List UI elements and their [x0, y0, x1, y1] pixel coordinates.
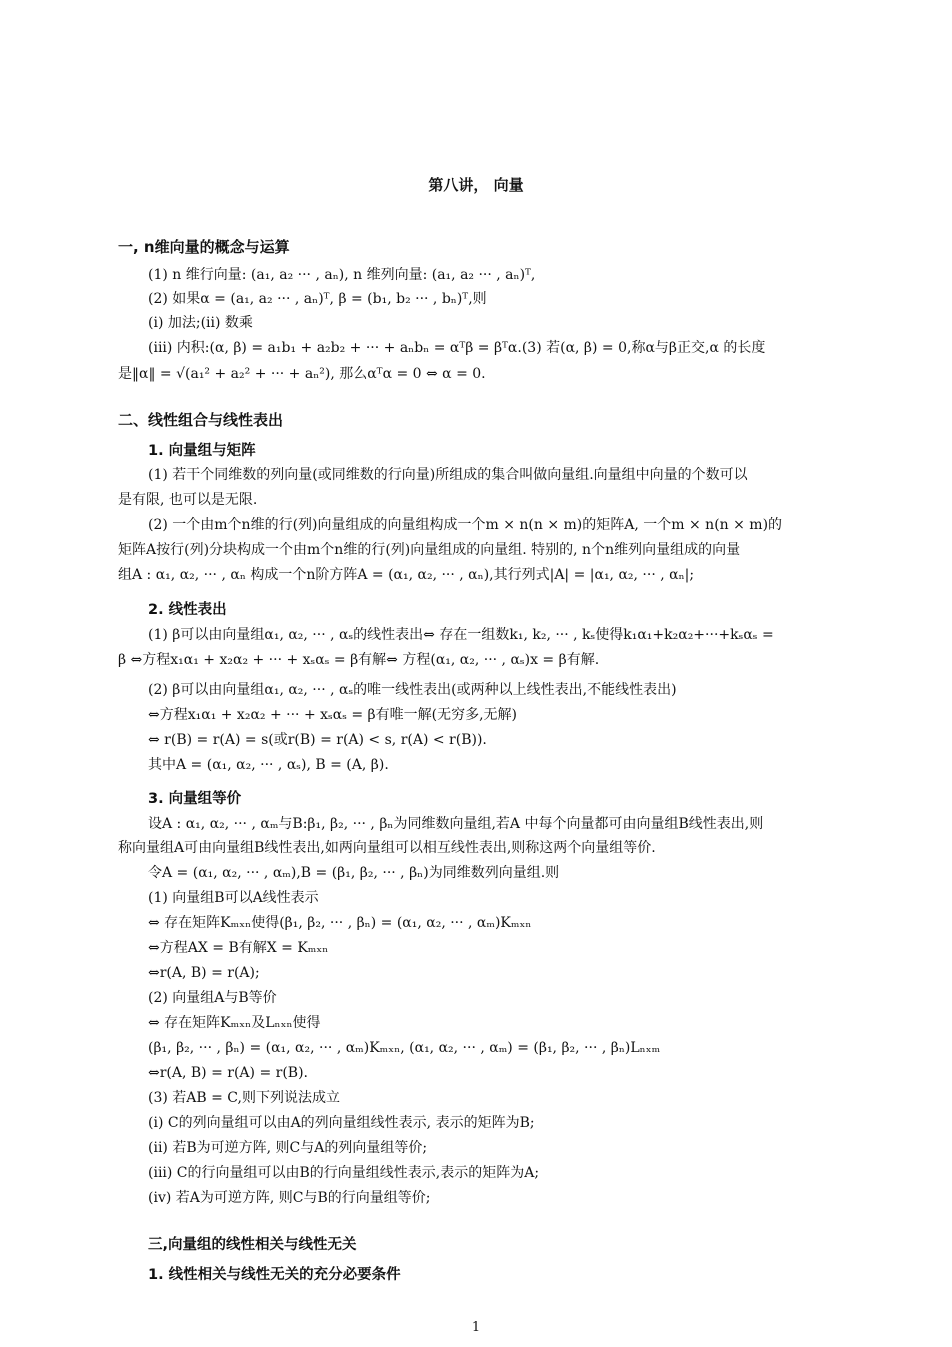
- text-line: ⇔ 存在矩阵Kₘₓₙ及Lₙₓₙ使得: [148, 1015, 321, 1031]
- text-line: (3) 若AB = C,则下列说法成立: [148, 1090, 340, 1106]
- text-line: ⇔ 存在矩阵Kₘₓₙ使得(β₁, β₂, ··· , βₙ) = (α₁, α₂, ··· , αₘ)Kₘₓₙ: [148, 915, 532, 931]
- subsection-heading: 1. 向量组与矩阵: [148, 443, 256, 459]
- text-line: β ⇔方程x₁α₁ + x₂α₂ + ··· + xₛαₛ = β有解⇔ 方程(α₁, α₂, ··· , αₛ)x = β有解.: [118, 652, 600, 668]
- text-line: (1) β可以由向量组α₁, α₂, ··· , αₛ的线性表出⇔ 存在一组数k₁, k₂, ··· , kₛ使得k₁α₁+k₂α₂+···+kₛαₛ =: [148, 627, 774, 643]
- text-line: ⇔ r(B) = r(A) = s(或r(B) = r(A) < s, r(A) < r(B)).: [148, 732, 487, 748]
- text-line: (2) β可以由向量组α₁, α₂, ··· , αₛ的唯一线性表出(或两种以上线性表出,不能线性表出): [148, 682, 677, 698]
- text-line: 其中A = (α₁, α₂, ··· , αₛ), B = (A, β).: [148, 757, 389, 773]
- text-line: (2) 如果α = (a₁, a₂ ··· , aₙ)ᵀ, β = (b₁, b₂ ··· , bₙ)ᵀ,则: [148, 291, 487, 307]
- text-line: (iii) 内积:(α, β) = a₁b₁ + a₂b₂ + ··· + aₙbₙ = αᵀβ = βᵀα.(3) 若(α, β) = 0,称α与β正交,α 的长度: [148, 340, 766, 356]
- text-line: (1) 若干个同维数的列向量(或同维数的行向量)所组成的集合叫做向量组.向量组中向量的个数可以: [148, 467, 748, 483]
- text-line: 是有限, 也可以是无限.: [118, 492, 258, 508]
- text-line: ⇔r(A, B) = r(A) = r(B).: [148, 1065, 308, 1081]
- text-line: 令A = (α₁, α₂, ··· , αₘ),B = (β₁, β₂, ··· , βₙ)为同维数列向量组.则: [148, 865, 560, 881]
- text-line: (ii) 若B为可逆方阵, 则C与A的列向量组等价;: [148, 1140, 428, 1156]
- subsection-heading: 2. 线性表出: [148, 602, 227, 618]
- text-line: (1) n 维行向量: (a₁, a₂ ··· , aₙ), n 维列向量: (a₁, a₂ ··· , aₙ)ᵀ,: [148, 267, 536, 283]
- text-line: ⇔方程x₁α₁ + x₂α₂ + ··· + xₛαₛ = β有唯一解(无穷多,无解): [148, 707, 518, 723]
- text-line: 设A : α₁, α₂, ··· , αₘ与B:β₁, β₂, ··· , βₙ为同维数向量组,若A 中每个向量都可由向量组B线性表出,则: [148, 816, 764, 832]
- section-3-heading: 三,向量组的线性相关与线性无关: [148, 1237, 357, 1253]
- subsection-heading: 3. 向量组等价: [148, 791, 242, 807]
- text-line: (2) 向量组A与B等价: [148, 990, 277, 1006]
- text-line: 称向量组A可由向量组B线性表出,如两向量组可以相互线性表出,则称这两个向量组等价.: [118, 840, 656, 856]
- text-line: 矩阵A按行(列)分块构成一个由m个n维的行(列)向量组成的向量组. 特别的, n个n维列向量组成的向量: [118, 542, 741, 558]
- subsection-heading: 1. 线性相关与线性无关的充分必要条件: [148, 1267, 401, 1283]
- text-line: (1) 向量组B可以A线性表示: [148, 890, 319, 906]
- text-line: 组A : α₁, α₂, ··· , αₙ 构成一个n阶方阵A = (α₁, α₂, ··· , αₙ),其行列式|A| = |α₁, α₂, ··· , αₙ|;: [118, 567, 695, 583]
- section-1-heading: 一, n维向量的概念与运算: [118, 238, 290, 256]
- text-line: ⇔r(A, B) = r(A);: [148, 965, 260, 981]
- text-line: (β₁, β₂, ··· , βₙ) = (α₁, α₂, ··· , αₘ)Kₘₓₙ, (α₁, α₂, ··· , αₘ) = (β₁, β₂, ··· , βₙ)Lₙₓₘ: [148, 1040, 661, 1056]
- text-line: (iv) 若A为可逆方阵, 则C与B的行向量组等价;: [148, 1190, 431, 1206]
- section-2-heading: 二、线性组合与线性表出: [118, 411, 284, 429]
- text-line: (i) C的列向量组可以由A的列向量组线性表示, 表示的矩阵为B;: [148, 1115, 535, 1131]
- text-line: 是‖α‖ = √(a₁² + a₂² + ··· + aₙ²), 那么αᵀα = 0 ⇔ α = 0.: [118, 366, 486, 382]
- text-line: (iii) C的行向量组可以由B的行向量组线性表示,表示的矩阵为A;: [148, 1165, 540, 1181]
- page-title: 第八讲， 向量: [428, 176, 524, 194]
- text-line: (2) 一个由m个n维的行(列)向量组成的向量组构成一个m × n(n × m)的矩阵A, 一个m × n(n × m)的: [148, 517, 783, 533]
- text-line: ⇔方程AX = B有解X = Kₘₓₙ: [148, 940, 329, 956]
- text-line: (i) 加法;(ii) 数乘: [148, 315, 253, 331]
- page-number: 1: [471, 1320, 481, 1335]
